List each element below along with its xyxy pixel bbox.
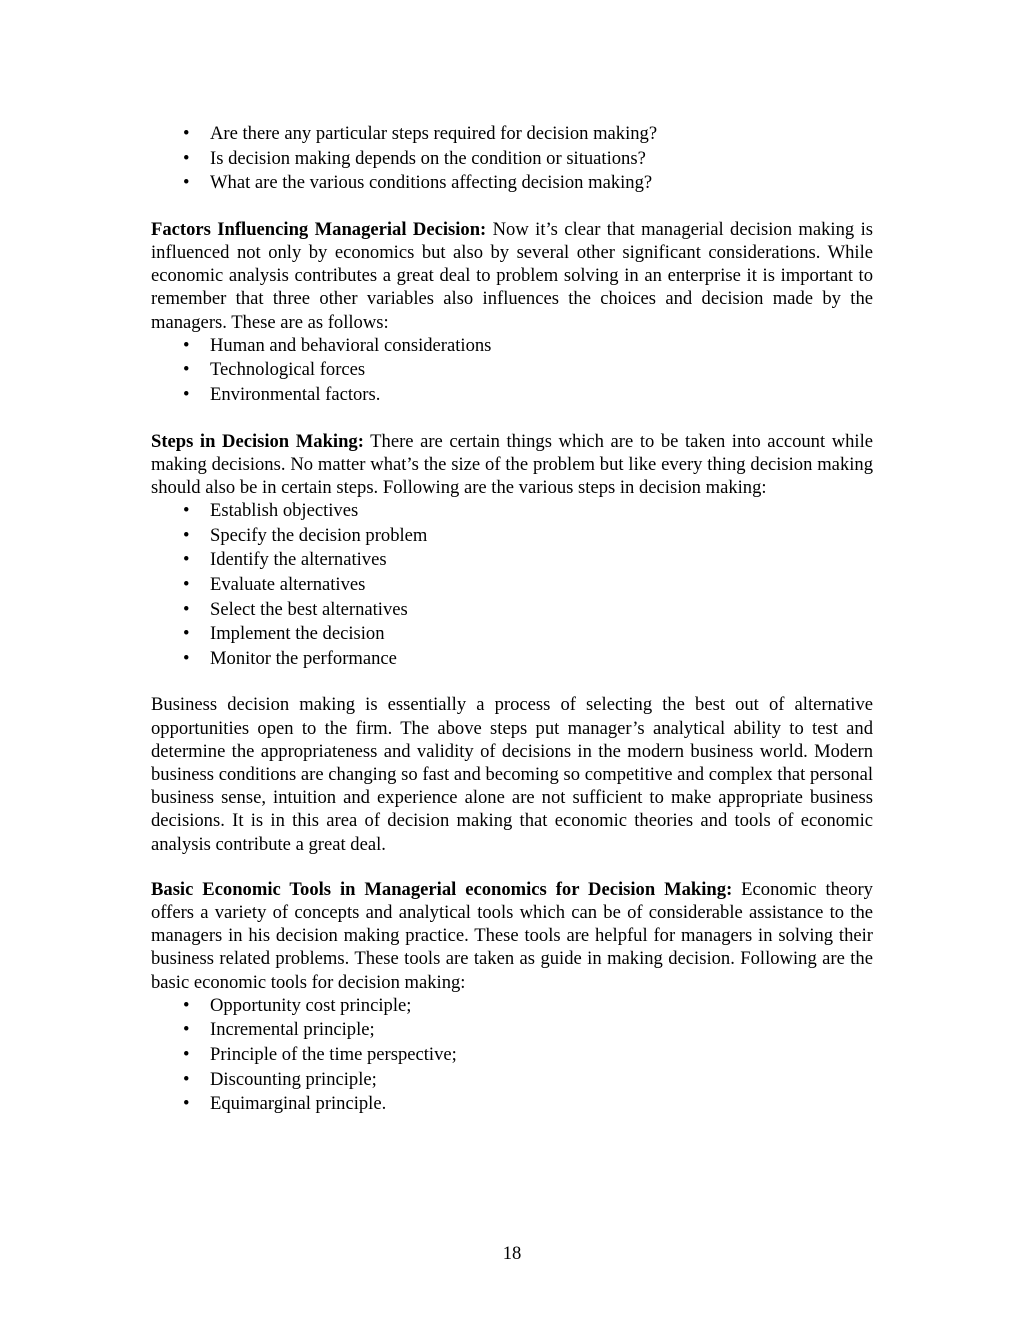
steps-list [151,499,873,671]
list-item: • Human and behavioral considerations [183,334,873,359]
list-item: • Implement the decision [183,622,873,647]
list-item: • Incremental principle; [183,1018,873,1043]
tools-body: Economic theory offers a variety of concepts and analytical tools which can be of considerable assistance to the managers in his decision making practice. These tools are helpful for managers in solving their business related problems. These tools are taken as guide in making decision. Following are the basic economic tools for decision making: [151,878,873,993]
page-number: 18 [502,1243,522,1264]
intro-questions-list [151,122,873,196]
factors-heading: Factors Influencing Managerial Decision: [151,218,487,240]
list-item: • Equimarginal principle. [183,1092,873,1117]
list-item: • Is decision making depends on the condition or situations? [183,147,873,172]
steps-heading: Steps in Decision Making: [151,430,364,452]
list-item: • Specify the decision problem [183,524,873,549]
list-item: • Identify the alternatives [183,548,873,573]
list-item: • Are there any particular steps required for decision making? [183,122,873,147]
factors-list [151,334,873,408]
steps-body: There are certain things which are to be taken into account while making decisions. No matter what’s the size of the problem but like every thing decision making should also be in certain steps. Following are the various steps in decision making: [151,430,874,498]
list-item: • Evaluate alternatives [183,573,873,598]
list-item: • Establish objectives [183,499,873,524]
list-item: • Discounting principle; [183,1068,873,1093]
list-item: • Environmental factors. [183,383,873,408]
list-item: • Monitor the performance [183,647,873,672]
factors-body: Now it’s clear that managerial decision making is influenced not only by economics but also by several other significant considerations. While economic analysis contributes a great deal to problem solving in an enterprise it is important to remember that three other variables also influences the choices and decision made by the managers. These are as follows: [151,218,873,333]
tools-list [151,994,873,1117]
steps-paragraph [151,430,873,500]
tools-paragraph [151,878,873,994]
factors-paragraph [151,218,873,334]
list-item: • Technological forces [183,358,873,383]
list-item: • Select the best alternatives [183,598,873,623]
list-item: • Opportunity cost principle; [183,994,873,1019]
list-item: • Principle of the time perspective; [183,1043,873,1068]
business-paragraph: Business decision making is essentially a process of selecting the best out of alternative opportunities open to the firm. The above steps put manager’s analytical ability to test and determine the appropriateness and validity of decisions in the modern business world. Modern business conditions are changing so fast and becoming so competitive and complex that personal business sense, intuition and experience alone are not sufficient to make appropriate business decisions. It is in this area of decision making that economic theories and tools of economic analysis contribute a great deal. [151,694,873,855]
tools-heading: Basic Economic Tools in Managerial economics for Decision Making: [151,878,733,900]
page-content [151,122,873,1117]
list-item: • What are the various conditions affecting decision making? [183,171,873,196]
